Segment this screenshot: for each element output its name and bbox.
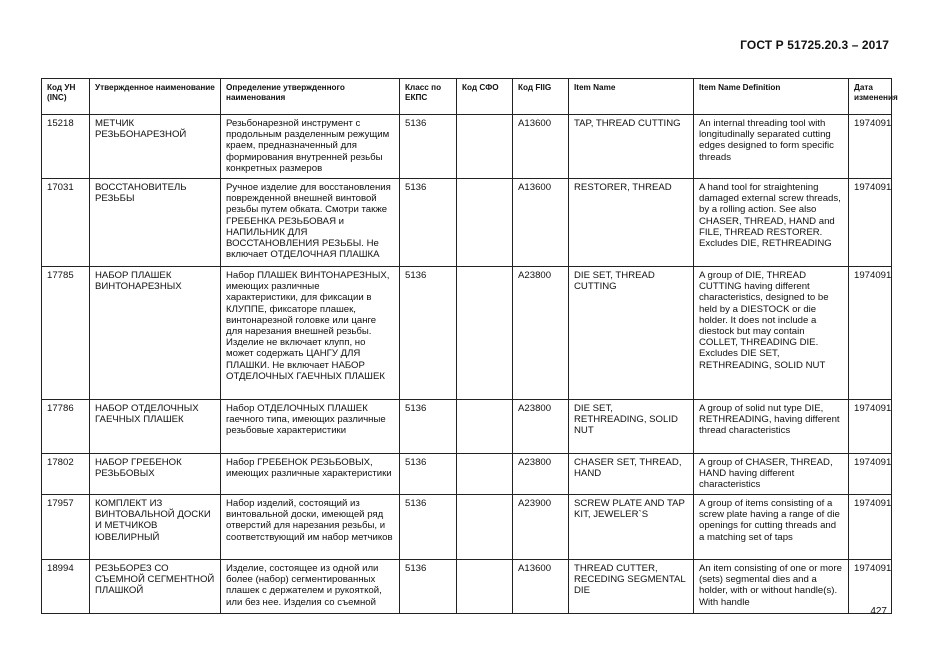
cell-name-ru: НАБОР ГРЕБЕНОК РЕЗЬБОВЫХ (90, 454, 221, 495)
column-header-inc: Код УН (INC) (42, 79, 90, 115)
table-row (42, 495, 892, 560)
cell-definition-ru: Набор изделий, состоящий из винтовальной доски, имеющей ряд отверстий для нарезания резьбы, и соответствующий им набор метчиков (221, 495, 400, 560)
cell-ekps: 5136 (400, 179, 457, 267)
cell-fiig: A23800 (513, 400, 569, 454)
cell-item-name: TAP, THREAD CUTTING (569, 115, 694, 179)
cell-item-definition: A group of solid nut type DIE, RETHREADING, having different thread characteristics (694, 400, 849, 454)
cell-ekps: 5136 (400, 560, 457, 614)
cell-date: 1974091 (849, 267, 892, 400)
cell-sfo (457, 495, 513, 560)
column-header-item-name: Item Name (569, 79, 694, 115)
catalog-table (41, 78, 898, 614)
cell-date: 1974091 (849, 454, 892, 495)
table-row (42, 267, 892, 400)
cell-sfo (457, 560, 513, 614)
table-row (42, 400, 892, 454)
cell-sfo (457, 400, 513, 454)
table-header-row (42, 79, 892, 115)
cell-fiig: A13600 (513, 560, 569, 614)
cell-definition-ru: Набор ОТДЕЛОЧНЫХ ПЛАШЕК гаечного типа, имеющих различные резьбовые характеристики (221, 400, 400, 454)
cell-definition-ru: Набор ГРЕБЕНОК РЕЗЬБОВЫХ, имеющих различные характеристики (221, 454, 400, 495)
cell-item-name: DIE SET, RETHREADING, SOLID NUT (569, 400, 694, 454)
column-header-ekps: Класс по ЕКПС (400, 79, 457, 115)
cell-sfo (457, 267, 513, 400)
cell-item-definition: A group of DIE, THREAD CUTTING having different characteristics, designed to be held by a DIESTOCK or die holder. It does not include a diestock but may contain COLLET, THREADING DIE. Excludes DIE SET, RETHREADING, SOLID NUT (694, 267, 849, 400)
cell-date: 1974091 (849, 179, 892, 267)
column-header-fiig: Код FIIG (513, 79, 569, 115)
cell-name-ru: НАБОР ОТДЕЛОЧНЫХ ГАЕЧНЫХ ПЛАШЕК (90, 400, 221, 454)
cell-name-ru: ВОССТАНОВИТЕЛЬ РЕЗЬБЫ (90, 179, 221, 267)
cell-item-definition: A group of CHASER, THREAD, HAND having different characteristics (694, 454, 849, 495)
cell-fiig: A23800 (513, 454, 569, 495)
cell-definition-ru: Ручное изделие для восстановления поврежденной внешней винтовой резьбы путем обката. Смотри также ГРЕБЕНКА РЕЗЬБОВАЯ и НАПИЛЬНИК ДЛЯ ВОССТАНОВЛЕНИЯ РЕЗЬБЫ. Не включает ОТДЕЛОЧНАЯ ПЛАШКА (221, 179, 400, 267)
cell-item-name: SCREW PLATE AND TAP KIT, JEWELER`S (569, 495, 694, 560)
document-code: ГОСТ Р 51725.20.3 – 2017 (740, 38, 889, 52)
cell-definition-ru: Изделие, состоящее из одной или более (набор) сегментированных плашек с держателем и рукояткой, или без нее. Изделия со съемной (221, 560, 400, 614)
cell-inc: 17031 (42, 179, 90, 267)
table-row (42, 454, 892, 495)
page-number: 427 (870, 606, 887, 617)
cell-inc: 17802 (42, 454, 90, 495)
cell-ekps: 5136 (400, 400, 457, 454)
cell-name-ru: КОМПЛЕКТ ИЗ ВИНТОВАЛЬНОЙ ДОСКИ И МЕТЧИКОВ ЮВЕЛИРНЫЙ (90, 495, 221, 560)
cell-item-definition: A group of items consisting of a screw plate having a range of die openings for cutting threads and a matching set of taps (694, 495, 849, 560)
cell-item-name: RESTORER, THREAD (569, 179, 694, 267)
cell-ekps: 5136 (400, 454, 457, 495)
cell-sfo (457, 454, 513, 495)
cell-item-definition: An internal threading tool with longitudinally separated cutting edges designed to form specific threads (694, 115, 849, 179)
column-header-date: Дата изменения (849, 79, 892, 115)
cell-definition-ru: Резьбонарезной инструмент с продольным разделенным режущим краем, предназначенный для формирования внутренней резьбы конкретных размеров (221, 115, 400, 179)
cell-ekps: 5136 (400, 495, 457, 560)
cell-item-name: DIE SET, THREAD CUTTING (569, 267, 694, 400)
cell-item-definition: An item consisting of one or more (sets) segmental dies and a holder, with or without handle(s). With handle (694, 560, 849, 614)
column-header-definition-ru: Определение утвержденного наименования (221, 79, 400, 115)
cell-fiig: A23900 (513, 495, 569, 560)
cell-name-ru: МЕТЧИК РЕЗЬБОНАРЕЗНОЙ (90, 115, 221, 179)
column-header-sfo: Код СФО (457, 79, 513, 115)
cell-date: 1974091 (849, 115, 892, 179)
cell-date: 1974091 (849, 495, 892, 560)
column-header-item-definition: Item Name Definition (694, 79, 849, 115)
cell-inc: 17785 (42, 267, 90, 400)
table-row (42, 560, 892, 614)
table-row (42, 179, 892, 267)
cell-inc: 17957 (42, 495, 90, 560)
cell-date: 1974091 (849, 560, 892, 614)
cell-item-name: CHASER SET, THREAD, HAND (569, 454, 694, 495)
column-header-name-ru: Утвержденное наименование (90, 79, 221, 115)
cell-ekps: 5136 (400, 115, 457, 179)
cell-name-ru: РЕЗЬБОРЕЗ СО СЪЕМНОЙ СЕГМЕНТНОЙ ПЛАШКОЙ (90, 560, 221, 614)
cell-item-name: THREAD CUTTER, RECEDING SEGMENTAL DIE (569, 560, 694, 614)
table-row (42, 115, 892, 179)
cell-fiig: A13600 (513, 179, 569, 267)
cell-definition-ru: Набор ПЛАШЕК ВИНТОНАРЕЗНЫХ, имеющих различные характеристики, для фиксации в КЛУППЕ, фиксаторе плашек, винтонарезной головке или цанге для нарезания внешней резьбы. Изделие не включает клупп, но может содержать ЦАНГУ ДЛЯ ПЛАШКИ. Не включает НАБОР ОТДЕЛОЧНЫХ ГАЕЧНЫХ ПЛАШЕК (221, 267, 400, 400)
cell-date: 1974091 (849, 400, 892, 454)
cell-fiig: A13600 (513, 115, 569, 179)
cell-name-ru: НАБОР ПЛАШЕК ВИНТОНАРЕЗНЫХ (90, 267, 221, 400)
cell-inc: 18994 (42, 560, 90, 614)
cell-item-definition: A hand tool for straightening damaged external screw threads, by a rolling action. See also CHASER, THREAD, HAND and FILE, THREAD RESTORER. Excludes DIE, RETHREADING (694, 179, 849, 267)
cell-ekps: 5136 (400, 267, 457, 400)
cell-inc: 15218 (42, 115, 90, 179)
cell-fiig: A23800 (513, 267, 569, 400)
cell-inc: 17786 (42, 400, 90, 454)
cell-sfo (457, 115, 513, 179)
cell-sfo (457, 179, 513, 267)
